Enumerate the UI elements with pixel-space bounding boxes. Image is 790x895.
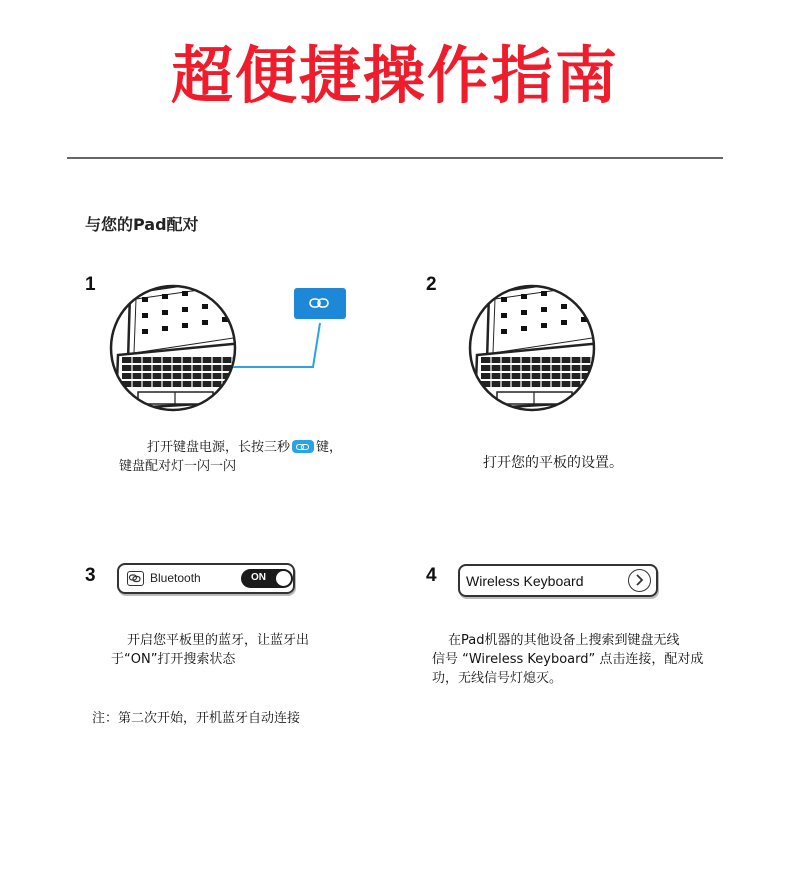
step-3-line-2: 于“ON”打开搜索状态 — [111, 652, 236, 667]
keyboard-pairing-illustration — [108, 283, 358, 433]
step-2-description — [483, 454, 623, 473]
toggle-state-label: ON — [251, 572, 266, 583]
step-3-line-1: 开启您平板里的蓝牙，让蓝牙出 — [127, 633, 310, 648]
tablet-settings-illustration — [462, 283, 602, 423]
wireless-keyboard-label: Wireless Keyboard — [466, 573, 584, 589]
step-3-description — [111, 631, 309, 669]
bluetooth-label: Bluetooth — [150, 571, 201, 585]
step-4-line-2: 信号 “Wireless Keyboard” 点击连接，配对成 — [432, 652, 704, 667]
step-2-number: 2 — [426, 274, 437, 295]
step-2-line-1: 打开您的平板的设置。 — [483, 455, 623, 471]
page-title: 超便捷操作指南 — [170, 39, 619, 112]
step-1-description — [119, 438, 342, 476]
wireless-keyboard-device-row[interactable] — [458, 564, 658, 597]
pair-key-icon — [292, 440, 314, 453]
bluetooth-setting-row[interactable] — [117, 563, 295, 594]
footnote: 注：第二次开始，开机蓝牙自动连接 — [92, 711, 301, 726]
step-1-number: 1 — [85, 274, 96, 295]
step-4-number: 4 — [426, 565, 437, 586]
section-heading: 与您的Pad配对 — [85, 215, 199, 234]
step-1-line-3: 键盘配对灯一闪一闪 — [119, 459, 237, 474]
bluetooth-icon — [127, 571, 144, 586]
divider — [67, 157, 723, 159]
step-3-number: 3 — [85, 565, 96, 586]
step-4-description — [432, 631, 703, 688]
step-4-line-3: 功，无线信号灯熄灭。 — [432, 671, 563, 686]
step-1-line-1: 打开键盘电源，长按三秒 — [147, 440, 291, 455]
bluetooth-toggle[interactable] — [241, 569, 293, 588]
chevron-right-icon[interactable] — [628, 569, 651, 592]
step-4-line-1: 在Pad机器的其他设备上搜索到键盘无线 — [448, 633, 680, 648]
step-1-line-2: 键， — [316, 440, 343, 455]
toggle-knob — [276, 571, 291, 586]
